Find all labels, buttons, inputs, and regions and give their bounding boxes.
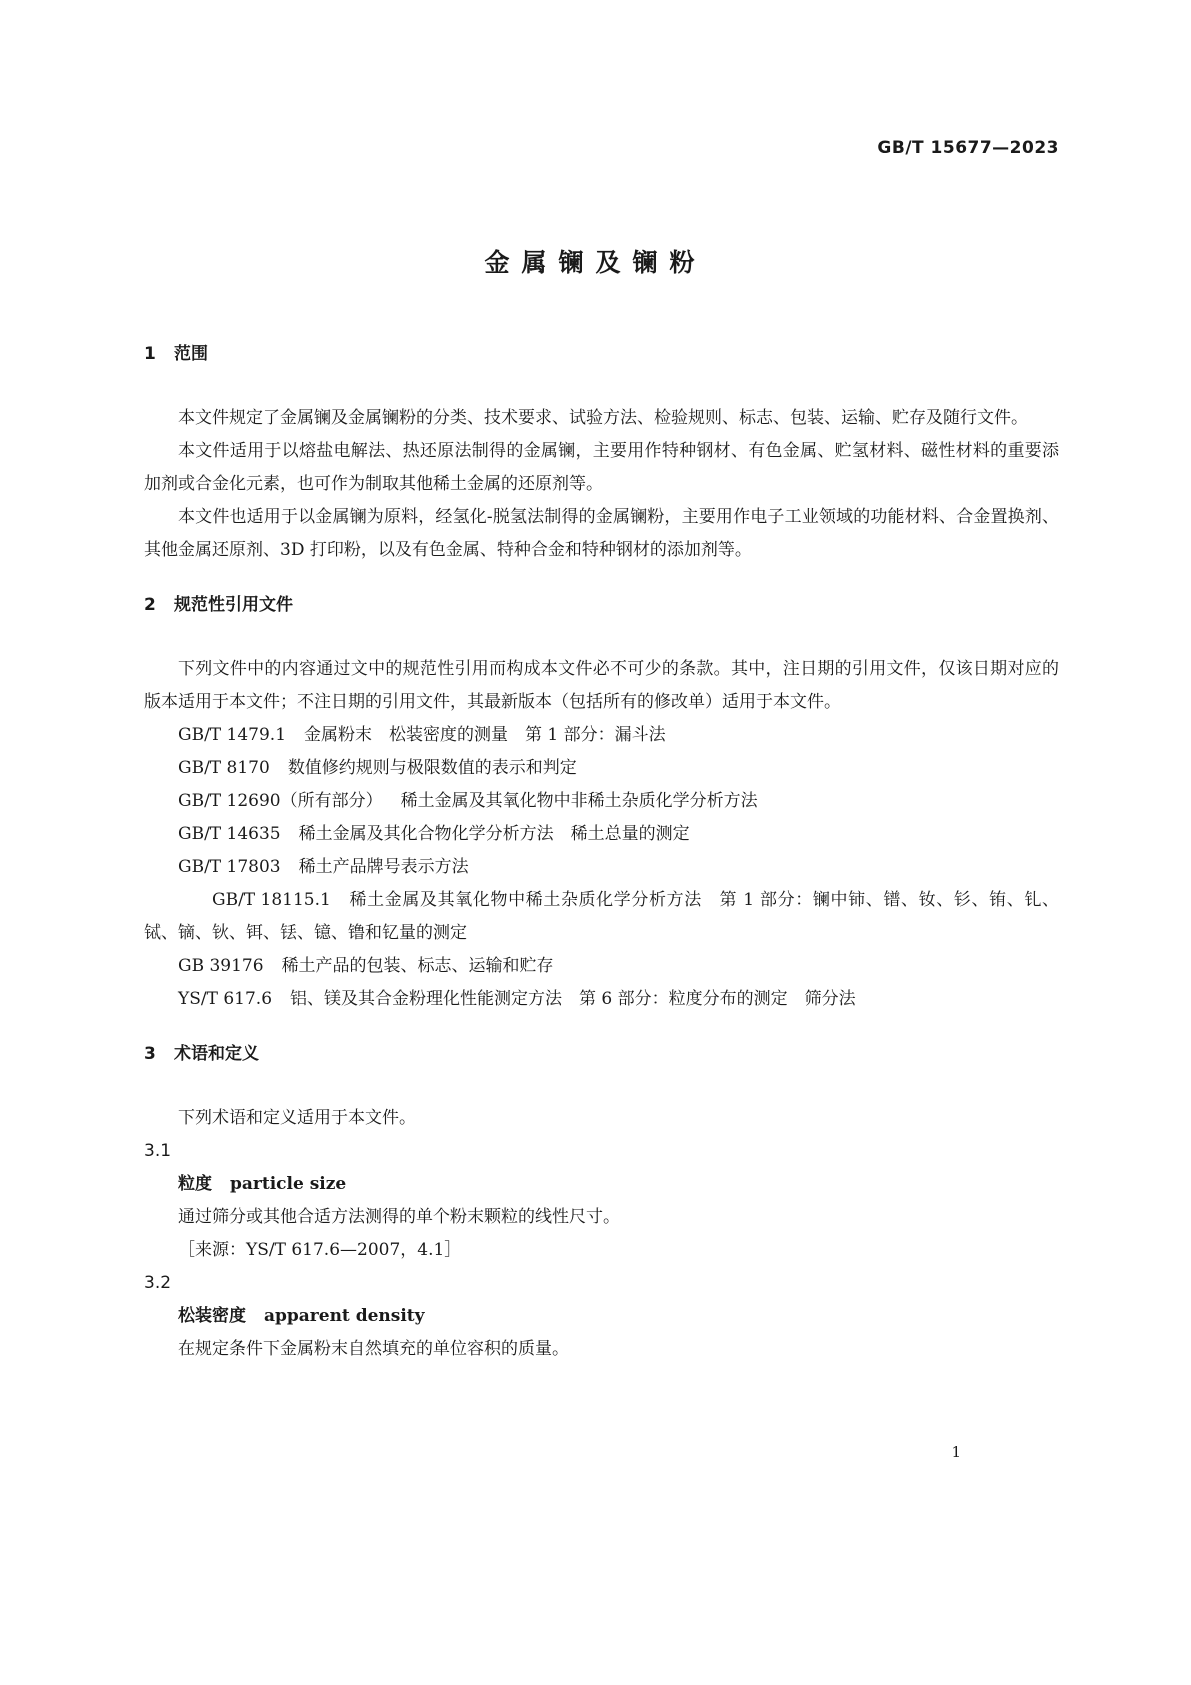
term-definition: 通过筛分或其他合适方法测得的单个粉末颗粒的线性尺寸。 [178,1207,620,1227]
reference-title: 稀土金属及其氧化物中非稀土杂质化学分析方法 [400,791,758,811]
paragraph: 本文件也适用于以金属镧为原料，经氢化-脱氢法制得的金属镧粉，主要用作电子工业领域的功能材料、合金置换剂、其他金属还原剂、3D 打印粉，以及有色金属、特种合金和特种钢材的添加剂等。 [144,507,1059,560]
section-number: 2 [144,595,156,615]
reference-code: GB/T 1479.1 [178,725,287,745]
term-definition: 在规定条件下金属粉末自然填充的单位容积的质量。 [178,1339,569,1359]
reference-code: GB/T 14635 [178,824,281,844]
term-name-cn: 松装密度 [178,1306,246,1326]
reference-item [144,950,1059,983]
reference-item [144,983,1059,1016]
section-3-heading [144,1040,1059,1068]
reference-code: GB/T 17803 [178,857,281,877]
reference-code: GB/T 8170 [178,758,270,778]
reference-code: YS/T 617.6 [178,989,273,1009]
section-1-heading [144,340,1059,368]
term-name [144,1300,1059,1333]
section-number: 1 [144,344,156,364]
reference-item [144,719,1059,752]
term-name-en: particle size [230,1174,347,1194]
section-title: 规范性引用文件 [174,595,293,615]
reference-title: 稀土产品牌号表示方法 [298,857,469,877]
term-number: 3.2 [144,1273,172,1293]
reference-item [144,884,1059,950]
paragraph: 本文件规定了金属镧及金属镧粉的分类、技术要求、试验方法、检验规则、标志、包装、运输、贮存及随行文件。 [178,408,1028,428]
document-body [144,340,1059,1366]
reference-code: GB 39176 [178,956,264,976]
reference-item [144,752,1059,785]
reference-title: 稀土产品的包装、标志、运输和贮存 [281,956,554,976]
reference-title: 数值修约规则与极限数值的表示和判定 [287,758,577,778]
section-title: 术语和定义 [174,1044,259,1064]
standard-code: GB/T 15677—2023 [877,138,1059,158]
reference-code: GB/T 18115.1 [212,890,331,910]
document-title: 金属镧及镧粉 [484,248,707,277]
page-number: 1 [951,1443,961,1461]
reference-item [144,851,1059,884]
reference-title: 稀土金属及其化合物化学分析方法 稀土总量的测定 [298,824,690,844]
reference-title: 稀土金属及其氧化物中稀土杂质化学分析方法 第 1 部分：镧中铈、镨、钕、钐、铕、钆、铽、镝、钬、铒、铥、镱、镥和钇量的测定 [144,890,1059,943]
section-2-heading [144,591,1059,619]
term-name-cn: 粒度 [178,1174,212,1194]
term-source: ［来源：YS/T 617.6—2007，4.1］ [178,1240,462,1260]
section-number: 3 [144,1044,156,1064]
section-title: 范围 [174,344,208,364]
reference-title: 金属粉末 松装密度的测量 第 1 部分：漏斗法 [304,725,666,745]
paragraph: 本文件适用于以熔盐电解法、热还原法制得的金属镧，主要用作特种钢材、有色金属、贮氢材料、磁性材料的重要添加剂或合金化元素，也可作为制取其他稀土金属的还原剂等。 [144,441,1059,494]
paragraph: 下列术语和定义适用于本文件。 [178,1108,416,1128]
reference-item [144,818,1059,851]
term-name [144,1168,1059,1201]
reference-item [144,785,1059,818]
term-name-en: apparent density [264,1306,425,1326]
reference-title: 铝、镁及其合金粉理化性能测定方法 第 6 部分：粒度分布的测定 筛分法 [290,989,856,1009]
reference-code: GB/T 12690（所有部分） [178,791,383,811]
term-number: 3.1 [144,1141,172,1161]
paragraph: 下列文件中的内容通过文中的规范性引用而构成本文件必不可少的条款。其中，注日期的引用文件，仅该日期对应的版本适用于本文件；不注日期的引用文件，其最新版本（包括所有的修改单）适用于本文件。 [144,659,1059,712]
